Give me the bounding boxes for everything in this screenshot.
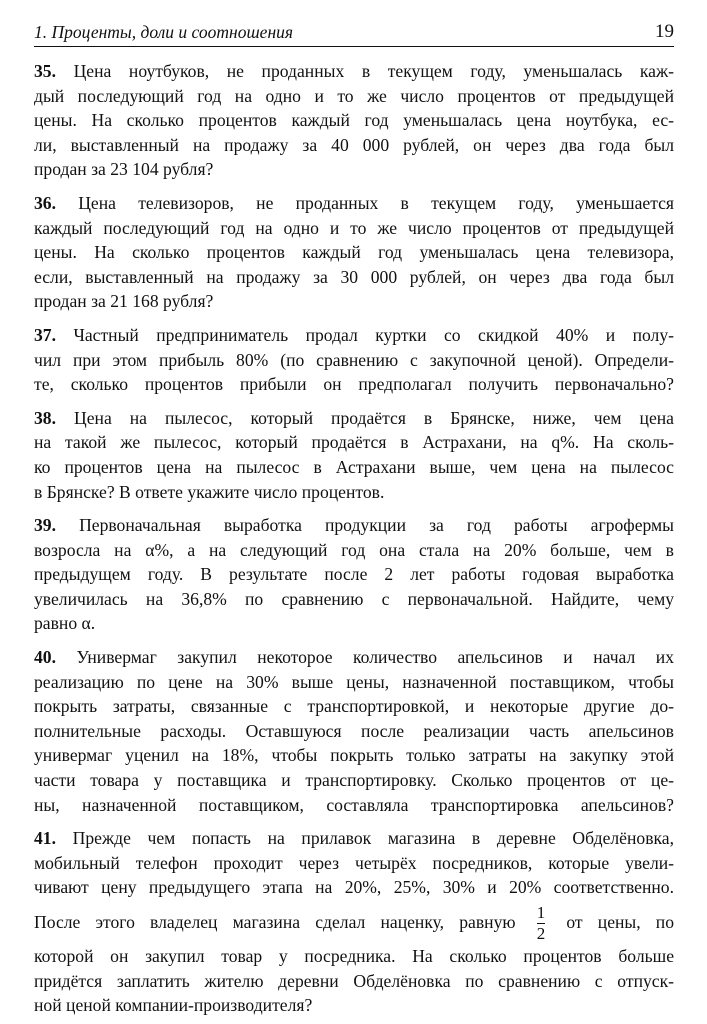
chapter-title: 1. Проценты, доли и соотношения (34, 22, 294, 42)
fraction-text-line (34, 900, 674, 944)
problem-number: 37. (34, 324, 56, 345)
problem-text-line: мобильный телефон проходит через четырёх посредников, которые увели- (34, 852, 674, 873)
problem-text-line: универмаг уценил на 18%, чтобы покрыть только затраты на закупку этой (34, 745, 674, 766)
problem-40 (34, 645, 674, 817)
problem-text-line: Прежде чем попасть на прилавок магазина в деревне Обделёновка, (56, 828, 674, 849)
problem-text-line: Универмаг закупил некоторое количество апельсинов и начал их (56, 647, 674, 668)
problem-39 (34, 513, 674, 636)
problem-text-line: которой он закупил товар у посредника. На сколько процентов больше (34, 946, 674, 966)
problem-text-line: чивают цену предыдущего этапа на 20%, 25%, 30% и 20% соответственно. (34, 877, 674, 898)
problem-text-line: покрыть затраты, связанные с транспортировкой, и некоторые другие до- (34, 696, 674, 717)
problem-text-line: если, выставленный на продажу за 30 000 рублей, он через два года был (34, 266, 674, 287)
problem-number: 39. (34, 515, 56, 536)
problem-35 (34, 59, 674, 182)
problem-text-line: продан за 23 104 рубля? (34, 159, 214, 180)
fraction-one-half (537, 904, 546, 943)
problem-text-line: чил при этом прибыль 80% (по сравнению с закупочной ценой). Определи- (34, 349, 674, 370)
problem-number: 35. (34, 61, 56, 81)
problem-number: 41. (34, 828, 56, 849)
fraction-denominator: 2 (536, 924, 546, 944)
problem-text-fragment: от цены, по (566, 912, 675, 932)
problem-text-line: увеличилась на 36,8% по сравнению с первоначальной. Найдите, чему (34, 588, 674, 609)
problem-text-line: продан за 21 168 рубля? (34, 291, 214, 312)
problem-text-fragment: После этого владелец магазина сделал наценку, равную (34, 912, 516, 932)
problem-text-line: ли, выставленный на продажу за 40 000 рублей, он через два года был (34, 134, 674, 155)
problem-text-line: придётся заплатить жителю деревни Обделёновка по сравнению с отпуск- (34, 970, 674, 991)
page (34, 18, 674, 1018)
problem-text-line: Частный предприниматель продал куртки со скидкой 40% и полу- (56, 324, 674, 345)
problem-text-line: те, сколько процентов прибыли он предполагал получить первоначально? (34, 374, 674, 395)
problem-41 (34, 826, 674, 1018)
problem-number: 36. (34, 192, 56, 213)
problem-text-line: возросла на α%, а на следующий год она стала на 20% больше, чем в (34, 539, 674, 560)
problem-text-line: части товара у поставщика и транспортировку. Сколько процентов от це- (34, 770, 674, 791)
problem-37 (34, 323, 674, 397)
problem-text-line: Цена на пылесос, который продаётся в Брянске, ниже, чем цена (56, 407, 674, 428)
problem-text-line: цены. На сколько процентов каждый год уменьшалась цена телевизора, (34, 242, 674, 263)
problem-text-line: каждый последующий год на одно и то же число процентов от предыдущей (34, 217, 674, 238)
problem-text-line: равно α. (34, 613, 96, 634)
problem-text-line: на такой же пылесос, который продаётся в Астрахани, на q%. На сколь- (34, 432, 674, 453)
problem-text-line: цены. На сколько процентов каждый год уменьшалась цена ноутбука, ес- (34, 110, 674, 131)
fraction-numerator: 1 (536, 903, 546, 923)
problem-text-line: Цена телевизоров, не проданных в текущем году, уменьшается (56, 192, 674, 213)
problem-number: 40. (34, 647, 56, 668)
running-header (34, 18, 674, 47)
page-number: 19 (655, 21, 674, 42)
problem-text-line: ной ценой компании-производителя? (34, 995, 313, 1016)
problem-text-line: Первоначальная выработка продукции за год работы агрофермы (56, 515, 674, 536)
problem-text-line: предыдущем году. В результате после 2 лет работы годовая выработка (34, 564, 674, 585)
problem-text-line: в Брянске? В ответе укажите число процентов. (34, 481, 385, 502)
problem-text-line: ны, назначенной поставщиком, составляла транспортировка апельсинов? (34, 794, 674, 815)
problem-text-line: полнительные расходы. Оставшуюся после реализации часть апельсинов (34, 720, 674, 741)
problem-number: 38. (34, 407, 56, 428)
problem-36 (34, 191, 674, 314)
problem-text-line: Цена ноутбуков, не проданных в текущем году, уменьшалась каж- (56, 61, 674, 81)
problem-text-line: ко процентов цена на пылесос в Астрахани выше, чем цена на пылесос (34, 456, 674, 477)
problem-38 (34, 406, 674, 504)
problem-text-line: дый последующий год на одно и то же число процентов от предыдущей (34, 85, 674, 106)
problem-text-line: реализацию по цене на 30% выше цены, назначенной поставщиком, чтобы (34, 671, 674, 692)
